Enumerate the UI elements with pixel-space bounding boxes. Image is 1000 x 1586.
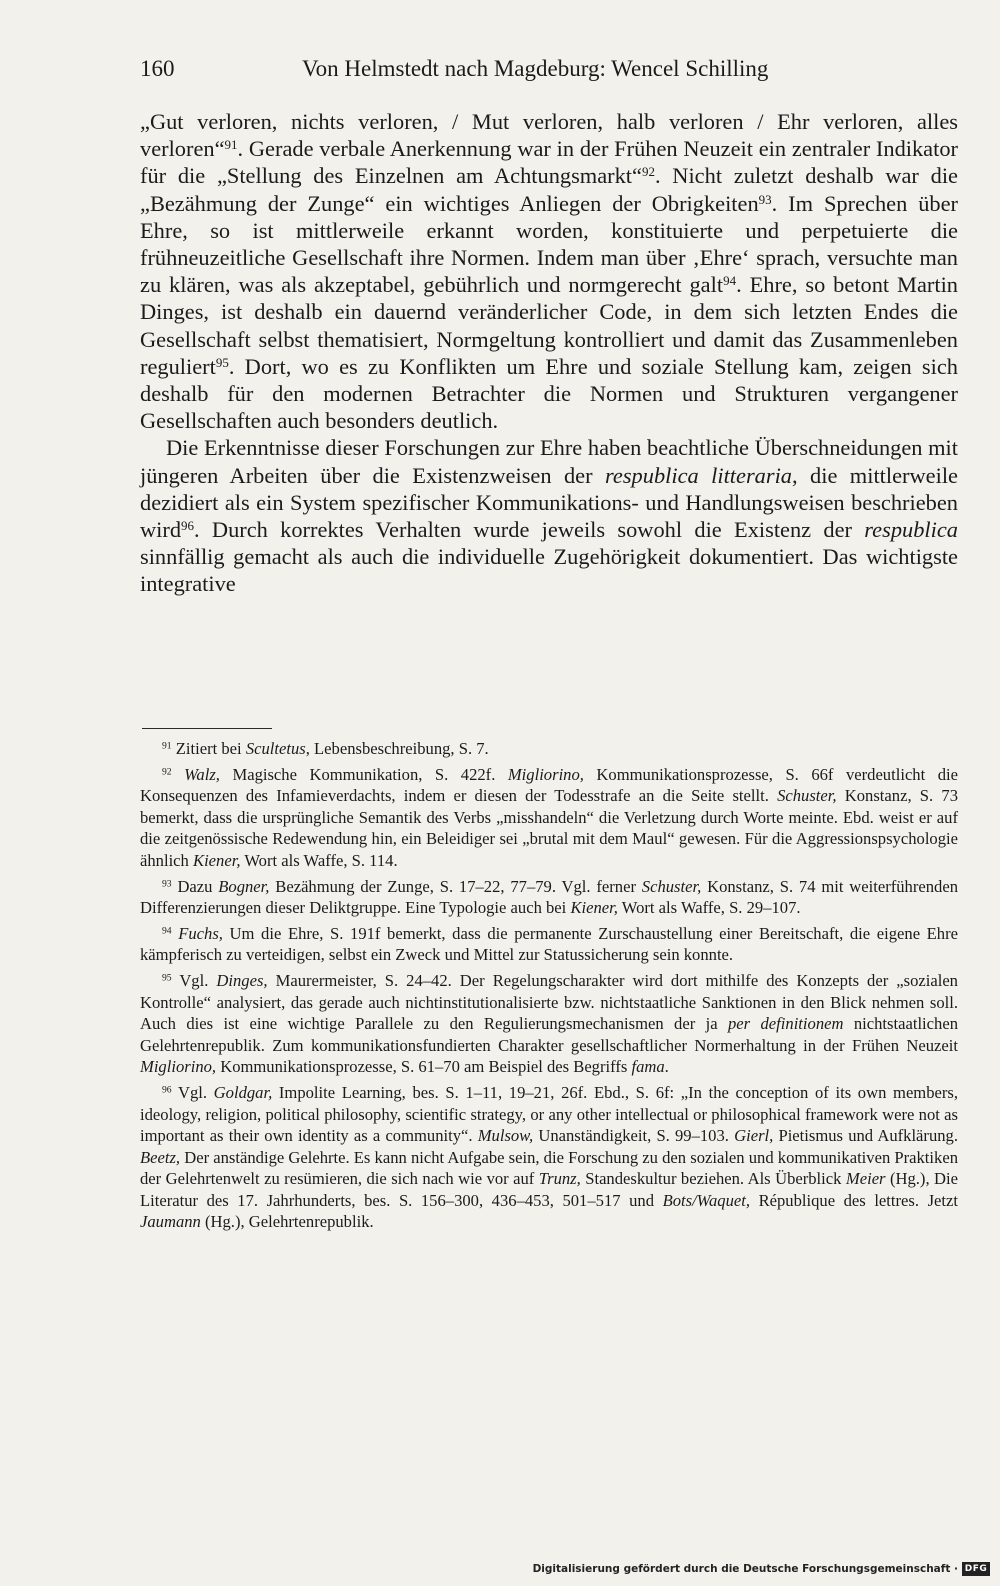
footnotes [140,738,958,1237]
footnote-92 [140,764,958,872]
footnote-number: 91 [162,740,172,752]
text-span: . Dort, wo es zu Konflikten um Ehre und soziale Stellung kam, zeigen sich deshalb für den modernen Betrachter die Normen und Strukturen vergangener Gesellschaften auch besonders deutlich. [140,353,958,434]
text-span: Kommunikationsprozesse, S. 66f verdeutlicht die Konsequenzen des Infamieverdachts, indem er diesen der Todesstrafe an die Seite stellt. [140,764,958,806]
footnote-number: 95 [162,972,172,984]
author-name: Beetz, [140,1147,181,1167]
text-span: Standeskultur beziehen. Als Überblick [580,1169,846,1189]
text-span: (Hg.), Die Literatur des 17. Jahrhunderts, bes. S. 156–300, 436–453, 501–517 und [140,1169,959,1210]
footnote-93 [140,876,958,919]
footnote-separator [142,728,272,729]
text-span: Wort als Waffe, S. 29–107. [617,898,801,918]
author-name: Bots/Waquet, [662,1190,750,1210]
text-span: Konstanz, S. 73 bemerkt, dass die ursprüngliche Semantik des Verbs „misshandeln“ die Verletzung durch Worte meinte. Ebd. weist er auf die zeitgenössische Redewendung hin, ein Beleidiger sei „brutal mit dem Maul“ gewesen. Für die Aggressionspsychologie ähnlich [140,786,958,870]
text-span: . Nicht zuletzt deshalb war die „Bezähmung der Zunge“ ein wichtiges Anliegen der Obrigkeiten [140,163,958,216]
digitization-footer [533,1560,990,1578]
running-header [140,52,796,86]
text-span: République des lettres. Jetzt [750,1190,958,1210]
text-span: Impolite Learning, bes. S. 1–11, 19–21, 26f. Ebd., S. 6f: „In the conception of its own members, ideology, religion, political philosophy, scientific strategy, or any other intellectual or philosophical framework were not as important as their own identity as a community“. [140,1082,959,1146]
author-name: Meier [845,1169,886,1189]
author-name: Jaumann [140,1212,201,1232]
page-number: 160 [140,56,175,81]
author-name: Bogner, [218,876,270,896]
text-span: Der anständige Gelehrte. Es kann nicht Aufgabe sein, die Forschung zu den sozialen und kommunikativen Praktiken der Gelehrtenwelt zu resümieren, die sich nach wie vor auf [140,1147,958,1189]
author-name: Trunz, [538,1169,581,1189]
text-span: Pietismus und Aufklärung. [773,1126,958,1146]
footnote-ref-96[interactable]: 96 [181,517,195,533]
text-span: Die Erkenntnisse dieser Forschungen zur Ehre haben beachtliche Überschneidungen mit jüngeren Arbeiten über die Existenzweisen der [140,435,958,488]
running-title: Von Helmstedt nach Magdeburg: Wencel Schilling [302,56,769,81]
text-span: (Hg.), Gelehrtenrepublik. [200,1212,374,1232]
author-name: Gierl, [734,1126,774,1146]
digitization-note: Digitalisierung gefördert durch die Deutsche Forschungsgemeinschaft · [532,1563,958,1575]
text-span: Kommunikationsprozesse, S. 61–70 am Beispiel des Begriffs [216,1057,632,1077]
text-span: . Durch korrektes Verhalten wurde jeweils sowohl die Existenz der [194,517,865,543]
paragraph-1 [140,108,958,434]
text-span: „Gut verloren, nichts verloren, / Mut verloren, halb verloren / Ehr verloren, alles verloren“ [140,109,958,162]
author-name: Migliorino, [140,1057,217,1077]
text-span: . Im Sprechen über Ehre, so ist mittlerweile erkannt worden, konstituierte und perpetuierte die frühneuzeitliche Gesellschaft ihre Normen. Indem man über ‚Ehre‘ sprach, versuchte man zu klären, was als akzeptabel, gebührlich und normgerecht galt [140,190,958,298]
footnote-number: 92 [162,766,172,778]
footnote-ref-93[interactable]: 93 [758,191,772,207]
text-span: Um die Ehre, S. 191f bemerkt, dass die permanente Zurschaustellung einer Bereitschaft, die eigene Ehre kämpferisch zu verteidigen, selbst ein Zweck und Mittel zur Statussicherung sein konnte. [140,923,958,965]
text-span: Dazu [177,876,219,896]
author-name: Schuster, [641,876,702,896]
latin-term: fama [631,1057,665,1077]
author-name: Kiener, [193,850,241,870]
italic-term: respublica litteraria [605,462,792,488]
footnote-91 [140,738,958,760]
author-name: Dinges, [216,970,268,990]
text-span: , Lebensbeschreibung, S. 7. [305,739,489,758]
italic-term: respublica [864,517,958,543]
author-name: Walz, [184,764,220,784]
footnote-94 [140,923,958,966]
text-span: Wort als Waffe, S. 114. [240,850,398,870]
author-name: Goldgar, [213,1082,273,1102]
text-span: sinnfällig gemacht als auch die individuelle Zugehörigkeit dokumentiert. Das wichtigste integrative [140,544,958,597]
footnote-number: 94 [162,925,172,937]
author-name: Migliorino, [507,764,584,784]
author-name: Kiener, [570,898,618,918]
footnote-ref-92[interactable]: 92 [641,164,655,180]
author-name: Mulsow, [477,1126,534,1146]
text-span: Konstanz, S. 74 mit weiterführenden Differenzierungen dieser Deliktgruppe. Eine Typologie auch bei [140,876,959,918]
footnote-ref-95[interactable]: 95 [215,354,229,370]
latin-term: per definitionem [728,1014,844,1034]
text-span: Vgl. [179,970,217,990]
footnote-96 [140,1082,958,1233]
footnote-ref-94[interactable]: 94 [723,273,737,289]
main-text [140,108,958,598]
footnote-number: 96 [162,1084,172,1096]
paragraph-2 [140,434,958,597]
text-span: Maurermeister, S. 24–42. Der Regelungscharakter wird dort mithilfe des Konzepts der „sozialen Kontrolle“ analysiert, das gerade auch nichtinstitutionalisierte bzw. nichtstaatliche Sanktionen in den Blick nehmen soll. Auch dies ist eine wichtige Parallele zu den Regulierungsmechanismen der ja [140,970,958,1034]
text-span: Zitiert bei [175,739,246,758]
text-span: . Ehre, so betont Martin Dinges, ist deshalb ein dauernd veränderlicher Code, in dem sich letzten Endes die Gesellschaft selbst thematisiert, Normgeltung kontrolliert und damit das Zusammenleben reguliert [140,272,959,379]
footnote-number: 93 [162,878,172,890]
dfg-logo[interactable]: DFG [962,1562,990,1576]
author-name: Schuster, [777,786,837,806]
text-span: , die mittlerweile dezidiert als ein System spezifischer Kommunikations- und Handlungsweisen beschrieben wird [140,462,958,543]
text-span: nichtstaatlichen Gelehrtenrepublik. Zum kommunikationsfundierten Charakter gesellschaftlicher Normerhaltung in der Frühen Neuzeit [140,1014,958,1055]
text-span: . Gerade verbale Anerkennung war in der Frühen Neuzeit ein zentraler Indikator für die „Stellung des Einzelnen am Achtungsmarkt“ [140,136,958,189]
author-name: Fuchs, [178,923,223,943]
text-span: Magische Kommunikation, S. 422f. [219,764,508,784]
text-span: Unanständigkeit, S. 99–103. [533,1126,735,1146]
text-span: . [664,1057,669,1077]
text-span: Vgl. [177,1082,214,1102]
author-name: Scultetus [245,739,306,758]
text-span: Bezähmung der Zunge, S. 17–22, 77–79. Vgl. ferner [269,876,642,896]
footnote-ref-91[interactable]: 91 [224,137,238,153]
footnote-95 [140,970,958,1078]
